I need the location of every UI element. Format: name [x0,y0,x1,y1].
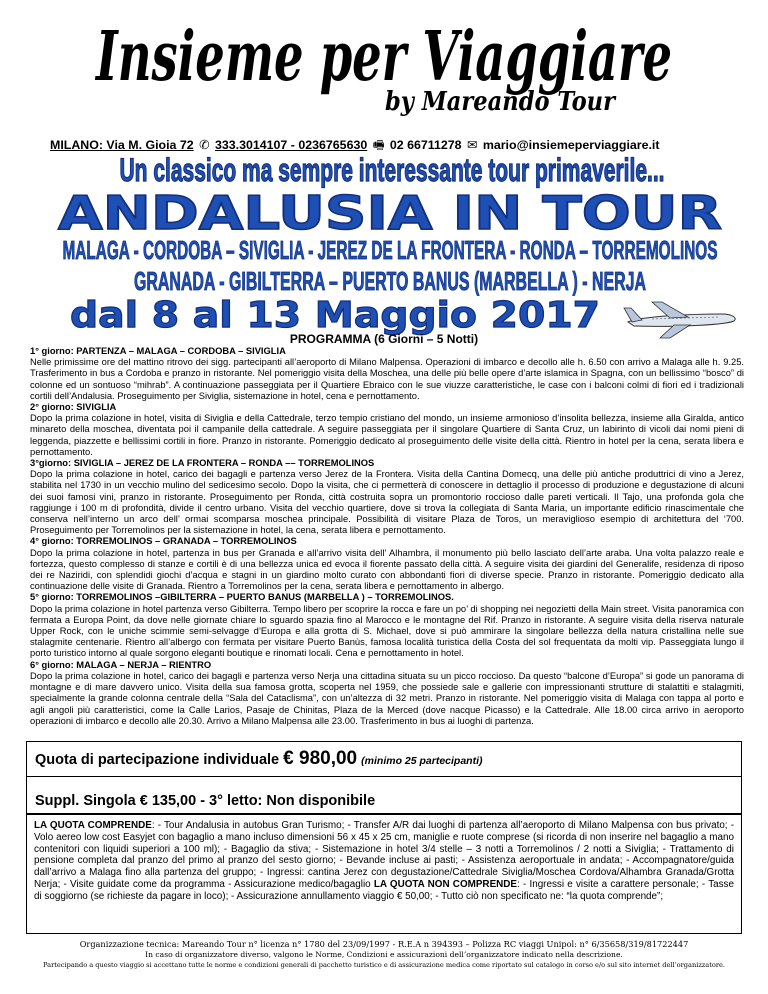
price-amount: € 980,00 [283,748,358,769]
day-5-title: 5° giorno: TORREMOLINOS –GIBILTERRA – PUERTO BANUS (MARBELLA ) – TORREMOLINOS. [30,592,454,603]
footer [0,939,768,970]
day-1-title: 1° giorno: PARTENZA – MALAGA – CORDOBA – SIVIGLIA [30,346,286,356]
travel-dates-text: dal 8 al 13 Maggio 2017 [70,295,600,336]
email-link[interactable]: mario@insiemeperviaggiare.it [482,138,660,152]
excludes-label: LA QUOTA NON COMPRENDE [373,878,517,890]
day-6-title: 6° giorno: MALAGA – NERJA – RIENTRO [30,659,212,670]
includes-text: : - Tour Andalusia in autobus Gran Turismo; - Transfer A/R dai luoghi di partenza all’aeroporto di Milano Malpensa con bus privato; - Volo aereo low cost Easyjet con bagaglio a mano incluso dimensioni 56 x 45 x 25 cm, maniglie e ruote comprese (si ricorda di non inserire nel bagaglio a mano contenitori con liquidi superiori a 100 ml); - Bagaglio da stiva; - Sistemazione in hotel 3/4 stelle – 3 notti a Torremolinos / 2 notti a Siviglia; - Trattamento di pensione completa dal pranzo del primo al pranzo del sesto giorno; - Bevande incluse ai pasti; - Assistenza aeroportuale in andata; - Accompagnatore/guida dall’arrivo a Malaga fino alla partenza del gruppo; - Ingressi: cantina Jerez con degustazione/Cattedrale Siviglia/Moschea Cordova/Alhambra Granada/Grotta Nerja; - Visite guidate come da programma - Assicurazione medico/bagaglio [34,820,734,890]
main-title [50,186,730,240]
logo-subtitle [380,82,620,120]
program-title: PROGRAMMA (6 Giorni – 5 Notti) [289,332,479,346]
logo-title-text: Insieme per Viaggiare [94,17,672,97]
day-1-text: Nelle primissime ore del mattino ritrovo dei sigg. partecipanti all’aeroporto di Milano Malpensa. Operazioni di imbarco e decollo alle h. 6.50 con arrivo a Malaga alle h. 9.25. Trasferimento in bus a Cordoba e pranzo in ristorante. Nel pomeriggio visita della Moschea, una delle più belle opere d’arte islamica in Spagna, con un bellissimo “bosco” di colonne ed un sontuoso “mihrab”. A continuazione passeggiata per il Quartiere Ebraico con le sue viuzze caratteristiche, le case con i balconi colmi di fiori ed i tradizionali cortili dell’Andalusia. Proseguimento per Siviglia, sistemazione in hotel, cena e pernottamento. [30,357,744,401]
supplement-text: Suppl. Singola € 135,00 - 3° letto: Non disponibile [35,793,376,809]
headline-text: Un classico ma sempre interessante tour primaverile... [119,152,665,188]
logo-title-svg [92,17,676,97]
price-label: Quota di partecipazione individuale [35,752,280,768]
cities-line-2-text: GRANADA - GIBILTERRA – PUERTO BANUS (MARBELLA ) - NERJA [134,266,647,296]
day-6-text: Dopo la prima colazione in hotel, carico dei bagagli e partenza verso Nerja una cittadina situata su un picco roccioso. Da questo “balcone d’Europa” si gode un panorama di montagne e di mare davvero unico. Visita della sua famosa grotta, scoperta nel 1959, che possiede sale e gallerie con impressionanti strutture di stalattiti e stalagmiti, specialmente la grande colonna centrale della “Sala del Cataclisma”, con un’altezza di 32 metri. Pranzo in ristorante. Nel pomeriggio visita di Malaga con tappa al porto e agli angoli più caratteristici, come la Calle Larios, Pasaje de Chinitas, Plaza de la Merced (dove nacque Picasso) e la Cattedrale. Alle 18.00 circa arrivo in aeroporto operazioni di imbarco e decollo alle 20.30. Arrivo a Milano Malpensa alle 23.00. Trasferimento in bus ai luoghi di partenza. [30,670,744,726]
logo-title [92,17,676,97]
supplement-box [26,776,742,814]
fax-icon: 🖷 [372,138,385,152]
program-body [30,346,744,727]
day-4-text: Dopo la prima colazione in hotel, partenza in bus per Granada e all’arrivo visita dell’ Alhambra, il monumento più bello lasciato dell’arte araba. Una volta palazzo reale e fortezza, questo complesso di stanze e cortili è di una bellezza unica ed evoca il fiorente passato della città. A seguire visita dei giardini del Generalife, residenza di riposo dei re Naziridi, con splendidi giochi d’acqua e stagni in un giardino molto curato con abbondanti fiori di diverse specie. Pranzo in ristorante. Pomeriggio dedicato alla continuazione delle visite di Granada. Rientro a Torremolinos per la cena, serata libera e pernottamento in albergo. [30,547,744,592]
cities-line-1 [50,233,730,265]
includes-label: LA QUOTA COMPRENDE [34,820,152,831]
day-3-text: Dopo la prima colazione in hotel, carico dei bagagli e partenza verso Jerez de la Frontera. Visita della Cantina Domecq, una delle più antiche produttrici di vino a Jerez, stabilita nel 1730 in un vecchio mulino del sedicesimo secolo. Dopo la visita, che ci permetterà di conoscere in dettaglio il processo di produzione e degustazione di alcuni dei suoi famosi vini, pranzo in ristorante. Proseguimento per Ronda, città costruita sopra un promontorio roccioso dalle pareti verticali. Il Tajo, una profonda gola che raggiunge i 100 m di profondità, divide il centro urbano. Visita del vecchio quartiere, dove si trova la collegiata di Santa Maria, un importante edificio rinascimentale che conserva nell’interno un arco dell’ ormai scomparsa moschea principale. Possibilità di visitare Plaza de Toros, un meraviglioso esempio di architettura del ‘700. Proseguimento per Torremolinos per la sistemazione in hotel, la cena, serata libera e pernottamento. [30,469,744,536]
fax-number: 02 66711278 [389,138,462,152]
phone-numbers: 333.3014107 - 0236765630 [214,138,368,152]
footer-line-2: In caso di organizzatore diverso, valgono le Norme, Condizioni e assicurazioni dell’organizzatore indicato nella descrizione. [145,949,623,959]
footer-line-3: Partecipando a questo viaggio si accettano tutte le norme e condizioni generali di pacchetto turistico e di assicurazione medica come riportato sul catalogo in corso e/o sul sito internet dell’organizzatore. [43,960,725,969]
main-title-text: ANDALUSIA IN TOUR [58,186,722,240]
headline [52,150,732,188]
day-3-title: 3°giorno: SIVIGLIA – JEREZ DE LA FRONTERA – RONDA –– TORREMOLINOS [30,458,375,469]
cities-line-1-text: MALAGA - CORDOBA – SIVIGLIA - JEREZ DE LA FRONTERA - RONDA – TORREMOLINOS [62,235,718,265]
day-2-title: 2° giorno: SIVIGLIA [30,402,117,413]
price-note: (minimo 25 partecipanti) [361,755,483,767]
day-2-text: Dopo la prima colazione in hotel, visita di Siviglia e della Cattedrale, terzo tempio cristiano del mondo, un insieme armonioso d’insolita bellezza, insieme alla Giralda, antico minareto della moschea, diventata poi il campanile della cattedrale. A seguire passeggiata per il singolare Quartiere di Santa Cruz, un labirinto di vicoli dai nomi pieni di leggenda, piazzette e bellissimi cortili in fiore. Pranzo in ristorante. Pomeriggio dedicato al proseguimento delle visite della città. Rientro in hotel per la cena, serata libera e pernottamento. [30,413,744,457]
travel-dates [50,292,610,334]
mail-icon: ✉ [466,138,478,152]
logo-subtitle-text: by Mareando Tour [385,87,617,117]
day-5-text: Dopo la prima colazione in hotel partenza verso Gibilterra. Tempo libero per scoprire la rocca e fare un po’ di shopping nei negozietti della Main street. Visita panoramica con fermata a Europa Point, da dove nelle giornate chiare lo sguardo spazia fino al Marocco e le montagne del Rif. Pranzo in ristorante. A seguire visita della riserva naturale Upper Rock, con le uniche scimmie semi-selvagge d’Europa e alla grotta di S. Michael, dove si può ammirare la singolare bellezza della natura cristallina nelle sue stalagmite centenarie. Rientro all’albergo con fermata per visitare Puerto Banùs, famosa località turistica della Costa del sol frequentata da molti vip. Passeggiata lungo il porto turistico intorno al quale sorgono eleganti boutique e rinomati locali. Cena e pernottamento in hotel. [30,603,744,659]
day-4-title: 4° giorno: TORREMOLINOS – GRANADA – TORREMOLINOS [30,536,297,547]
price-box [26,741,742,777]
footer-line-1: Organizzazione tecnica: Mareando Tour n° licenza n° 1780 del 23/09/1997 - R.E.A n 394393 – Polizza RC viaggi Unipol: n° 6/35658/319/81722447 [79,939,689,949]
excludes-text: : - Ingressi e visite a carattere personale; - Tasse di soggiorno (se richieste da pagare in loco); - Assicurazione annullamento viaggio € 50,00; - Tutto ciò non specificato ne: “la quota comprende”; [34,878,734,902]
address: MILANO: Via M. Gioia 72 [50,138,194,152]
includes-box [26,814,742,934]
phone-icon: ✆ [199,138,210,152]
